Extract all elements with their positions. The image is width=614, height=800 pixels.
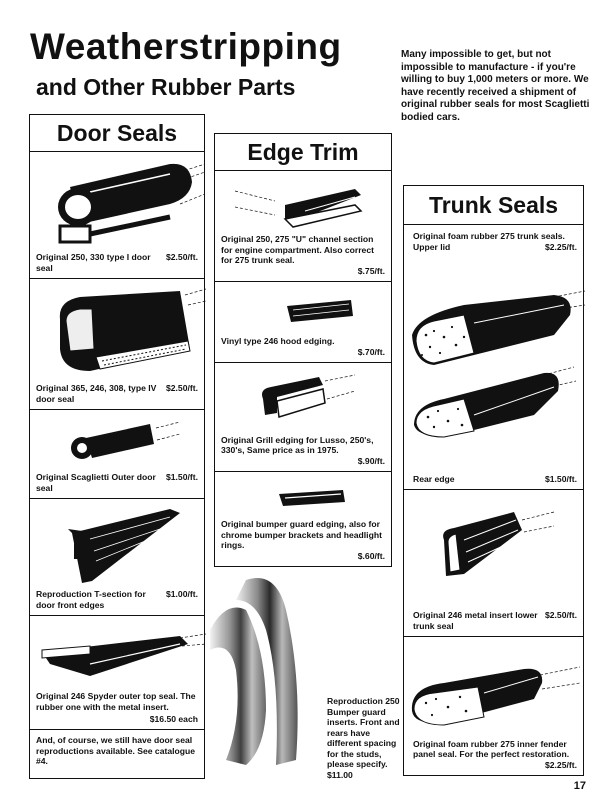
door-seal-3-illustration — [30, 410, 206, 472]
door-seal-5-price: $16.50 each — [149, 713, 198, 724]
bumper-insert-text: Reproduction 250 Bumper guard inserts. Front and rears have different spacing for the studs, please specify. $11.00 — [327, 696, 400, 780]
door-seal-1-illustration — [30, 152, 206, 252]
edge-trim-1-illustration — [215, 171, 393, 233]
door-seal-item-2 — [29, 278, 205, 410]
edge-trim-1-price: $.75/ft. — [357, 265, 385, 276]
edge-trim-item-3 — [214, 362, 392, 472]
trunk-seal-1-illustration — [404, 275, 585, 455]
door-seal-5-illustration — [30, 616, 206, 692]
door-seal-2-desc: Original 365, 246, 308, type IV door seal — [36, 383, 157, 404]
trunk-seal-3-desc: Original 246 metal insert lower trunk seal — [413, 610, 538, 631]
door-seal-1-desc: Original 250, 330 type I door seal — [36, 252, 151, 273]
trunk-seal-item-4 — [403, 636, 584, 776]
door-seal-note: And, of course, we still have door seal reproductions available. See catalogue #4. — [36, 735, 196, 766]
bumper-insert-photo — [206, 570, 316, 770]
trunk-seal-3-price: $2.50/ft. — [544, 610, 577, 620]
edge-trim-3-desc: Original Grill edging for Lusso, 250's, 330's, Same price as in 1975. — [221, 434, 374, 455]
edge-trim-item-4 — [214, 471, 392, 567]
edge-trim-2-illustration — [215, 282, 393, 332]
trunk-seal-1-desc: Original foam rubber 275 trunk seals. Upper lid — [413, 231, 565, 252]
page-number: 17 — [573, 780, 586, 792]
door-seal-item-4 — [29, 498, 205, 616]
door-seal-3-price: $1.50/ft. — [165, 472, 198, 482]
door-seal-2-illustration — [30, 279, 206, 379]
door-seal-5-desc: Original 246 Spyder outer top seal. The rubber one with the metal insert. — [36, 691, 196, 712]
edge-trim-item-1 — [214, 170, 392, 282]
edge-trim-4-illustration — [215, 472, 393, 516]
intro-text: Many impossible to get, but not impossible to manufacture - if you're willing to buy 1,000 meters or more. We have recently received a shipment of original rubber seals for most Scaglietti bodied cars. — [401, 49, 590, 123]
door-seal-2-price: $2.50/ft. — [165, 383, 198, 393]
trunk-seal-4-price: $2.25/ft. — [544, 759, 577, 770]
edge-trim-2-price: $.70/ft. — [357, 346, 385, 357]
trunk-seal-item-1 — [403, 224, 584, 490]
trunk-seal-item-3 — [403, 489, 584, 637]
door-seal-4-price: $1.00/ft. — [165, 589, 198, 599]
door-seal-3-desc: Original Scaglietti Outer door seal — [36, 472, 156, 493]
door-seal-item-3 — [29, 409, 205, 499]
door-seal-4-desc: Reproduction T-section for door front edges — [36, 589, 146, 610]
edge-trim-item-2 — [214, 281, 392, 363]
edge-trim-1-desc: Original 250, 275 "U" channel section for engine compartment. Also correct for 275 trunk seal. — [221, 234, 374, 265]
edge-trim-3-illustration — [215, 363, 393, 431]
page-title: Weatherstripping — [30, 26, 342, 67]
page-subtitle: and Other Rubber Parts — [36, 74, 296, 100]
door-seal-4-illustration — [30, 499, 206, 589]
edge-trim-4-desc: Original bumper guard edging, also for chrome bumper brackets and headlight rings. — [221, 519, 382, 550]
door-seal-item-1 — [29, 151, 205, 279]
edge-trim-3-price: $.90/ft. — [357, 455, 385, 466]
door-seal-1-price: $2.50/ft. — [165, 252, 198, 262]
trunk-seal-2-desc: Rear edge — [413, 473, 455, 484]
trunk-seal-2-price: $1.50/ft. — [544, 473, 577, 484]
trunk-seal-3-illustration — [404, 490, 585, 595]
edge-trim-2-desc: Vinyl type 246 hood edging. — [221, 336, 335, 346]
door-seals-heading: Door Seals — [29, 114, 205, 152]
edge-trim-heading: Edge Trim — [214, 133, 392, 171]
door-seal-note-box — [29, 729, 205, 779]
trunk-seals-heading: Trunk Seals — [403, 185, 584, 225]
trunk-seal-1-price: $2.25/ft. — [544, 241, 577, 252]
trunk-seal-4-desc: Original foam rubber 275 inner fender panel seal. For the perfect restoration. — [413, 738, 570, 759]
edge-trim-4-price: $.60/ft. — [357, 550, 385, 561]
door-seal-item-5 — [29, 615, 205, 730]
trunk-seal-4-illustration — [404, 637, 585, 732]
